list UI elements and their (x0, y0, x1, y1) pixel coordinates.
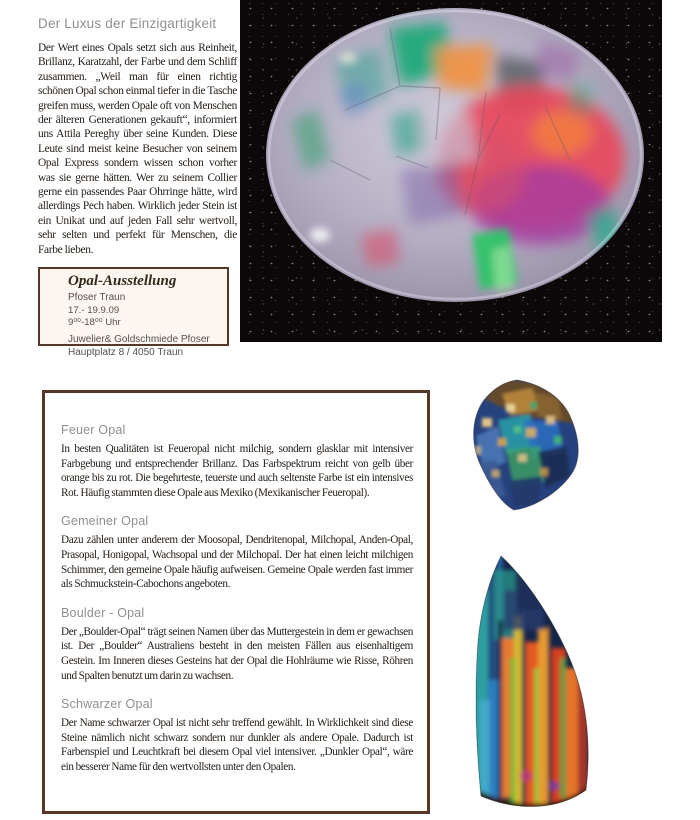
white-opal-illustration (240, 0, 662, 342)
section-body-boulder-opal: Der „Boulder-Opal“ trägt seinen Namen über das Muttergestein in dem er gewachsen ist. Der „Boulder“ Australiens besteht in den meisten Fällen aus eisenhaltigem Gestein. Im Inneren dieses Gesteins hat der Opal die Hohlräume wie Risse, Röhren und Spalten benutzt um darin zu wachsen. (61, 625, 413, 682)
event-time: 9⁰⁰-18⁰⁰ Uhr (68, 317, 121, 328)
event-date: 17.- 19.9.09 (68, 305, 120, 316)
section-heading-schwarzer-opal: Schwarzer Opal (61, 697, 153, 712)
event-title: Opal-Ausstellung (68, 273, 177, 289)
black-opal-illustration (468, 550, 600, 816)
section-body-gemeiner-opal: Dazu zählen unter anderem der Moosopal, Dendritenopal, Milchopal, Anden-Opal, Prasopal, Honigopal, Wachsopal und der Milchopal. Der hat einen leicht milchigen Schimmer, den gemeine Opale häufig aufweisen. Gemeine Opale werden fast immer als Schmuckstein-Cabochons angeboten. (61, 534, 413, 591)
event-address: Hauptplatz 8 / 4050 Traun (68, 347, 184, 358)
black-opal-photo (468, 550, 600, 816)
event-venue: Pfoser Traun (68, 292, 126, 303)
boulder-opal-photo (462, 376, 586, 516)
main-opal-photo (240, 0, 662, 342)
section-heading-boulder-opal: Boulder - Opal (61, 605, 145, 620)
article-column (38, 16, 237, 257)
section-body-feuer-opal: In besten Qualitäten ist Feueropal nicht milchig, sondern glasklar mit intensiver Farbgebung und entsprechender Brillanz. Das Farbspektrum reicht von gelb über orange bis zu rot. Die begehrteste, teuerste und auch seltenste Farbe ist ein intensives Rot. Häufig stammten diese Opale aus Mexiko (Mexikanischer Feueropal). (61, 443, 413, 499)
event-company: Juwelier& Goldschmiede Pfoser (68, 334, 210, 345)
event-info-box (38, 267, 229, 358)
section-heading-feuer-opal: Feuer Opal (61, 423, 126, 437)
page-title: Der Luxus der Einzigartigkeit (38, 16, 217, 31)
opal-types-box (42, 390, 430, 814)
section-heading-gemeiner-opal: Gemeiner Opal (61, 514, 149, 529)
section-body-schwarzer-opal: Der Name schwarzer Opal ist nicht sehr treffend gewählt. In Wirklichkeit sind diese Steine nämlich nicht schwarz sondern nur dunkler als andere Opale. Dadurch ist Farbenspiel und Leuchtkraft bei diesem Opal viel intensiver. „Dunkler Opal“, wäre ein besserer Name für den wertvollsten unter den Opalen. (61, 717, 413, 773)
article-body-text: Der Wert eines Opals setzt sich aus Reinheit, Brillanz, Karatzahl, der Farbe und dem Schliff zusammen. „Weil man für einen richtig schönen Opal schon einmal tiefer in die Tasche greifen muss, werden Opale oft von Menschen der älteren Generationen gekauft“, informiert uns Attila Pereghy über seine Kunden. Diese Leute sind meist keine Besucher von seinem Opal Express sondern wissen schon vorher was sie gerne hätten. Wer zu seinem Collier gerne ein passendes Paar Ohrringe hätte, wird allerdings Pech haben. Wirklich jeder Stein ist ein Unikat und auf jeden Fall sehr wertvoll, sehr selten und perfekt für Menschen, die Farbe lieben. (38, 42, 237, 256)
boulder-opal-illustration (462, 376, 586, 516)
